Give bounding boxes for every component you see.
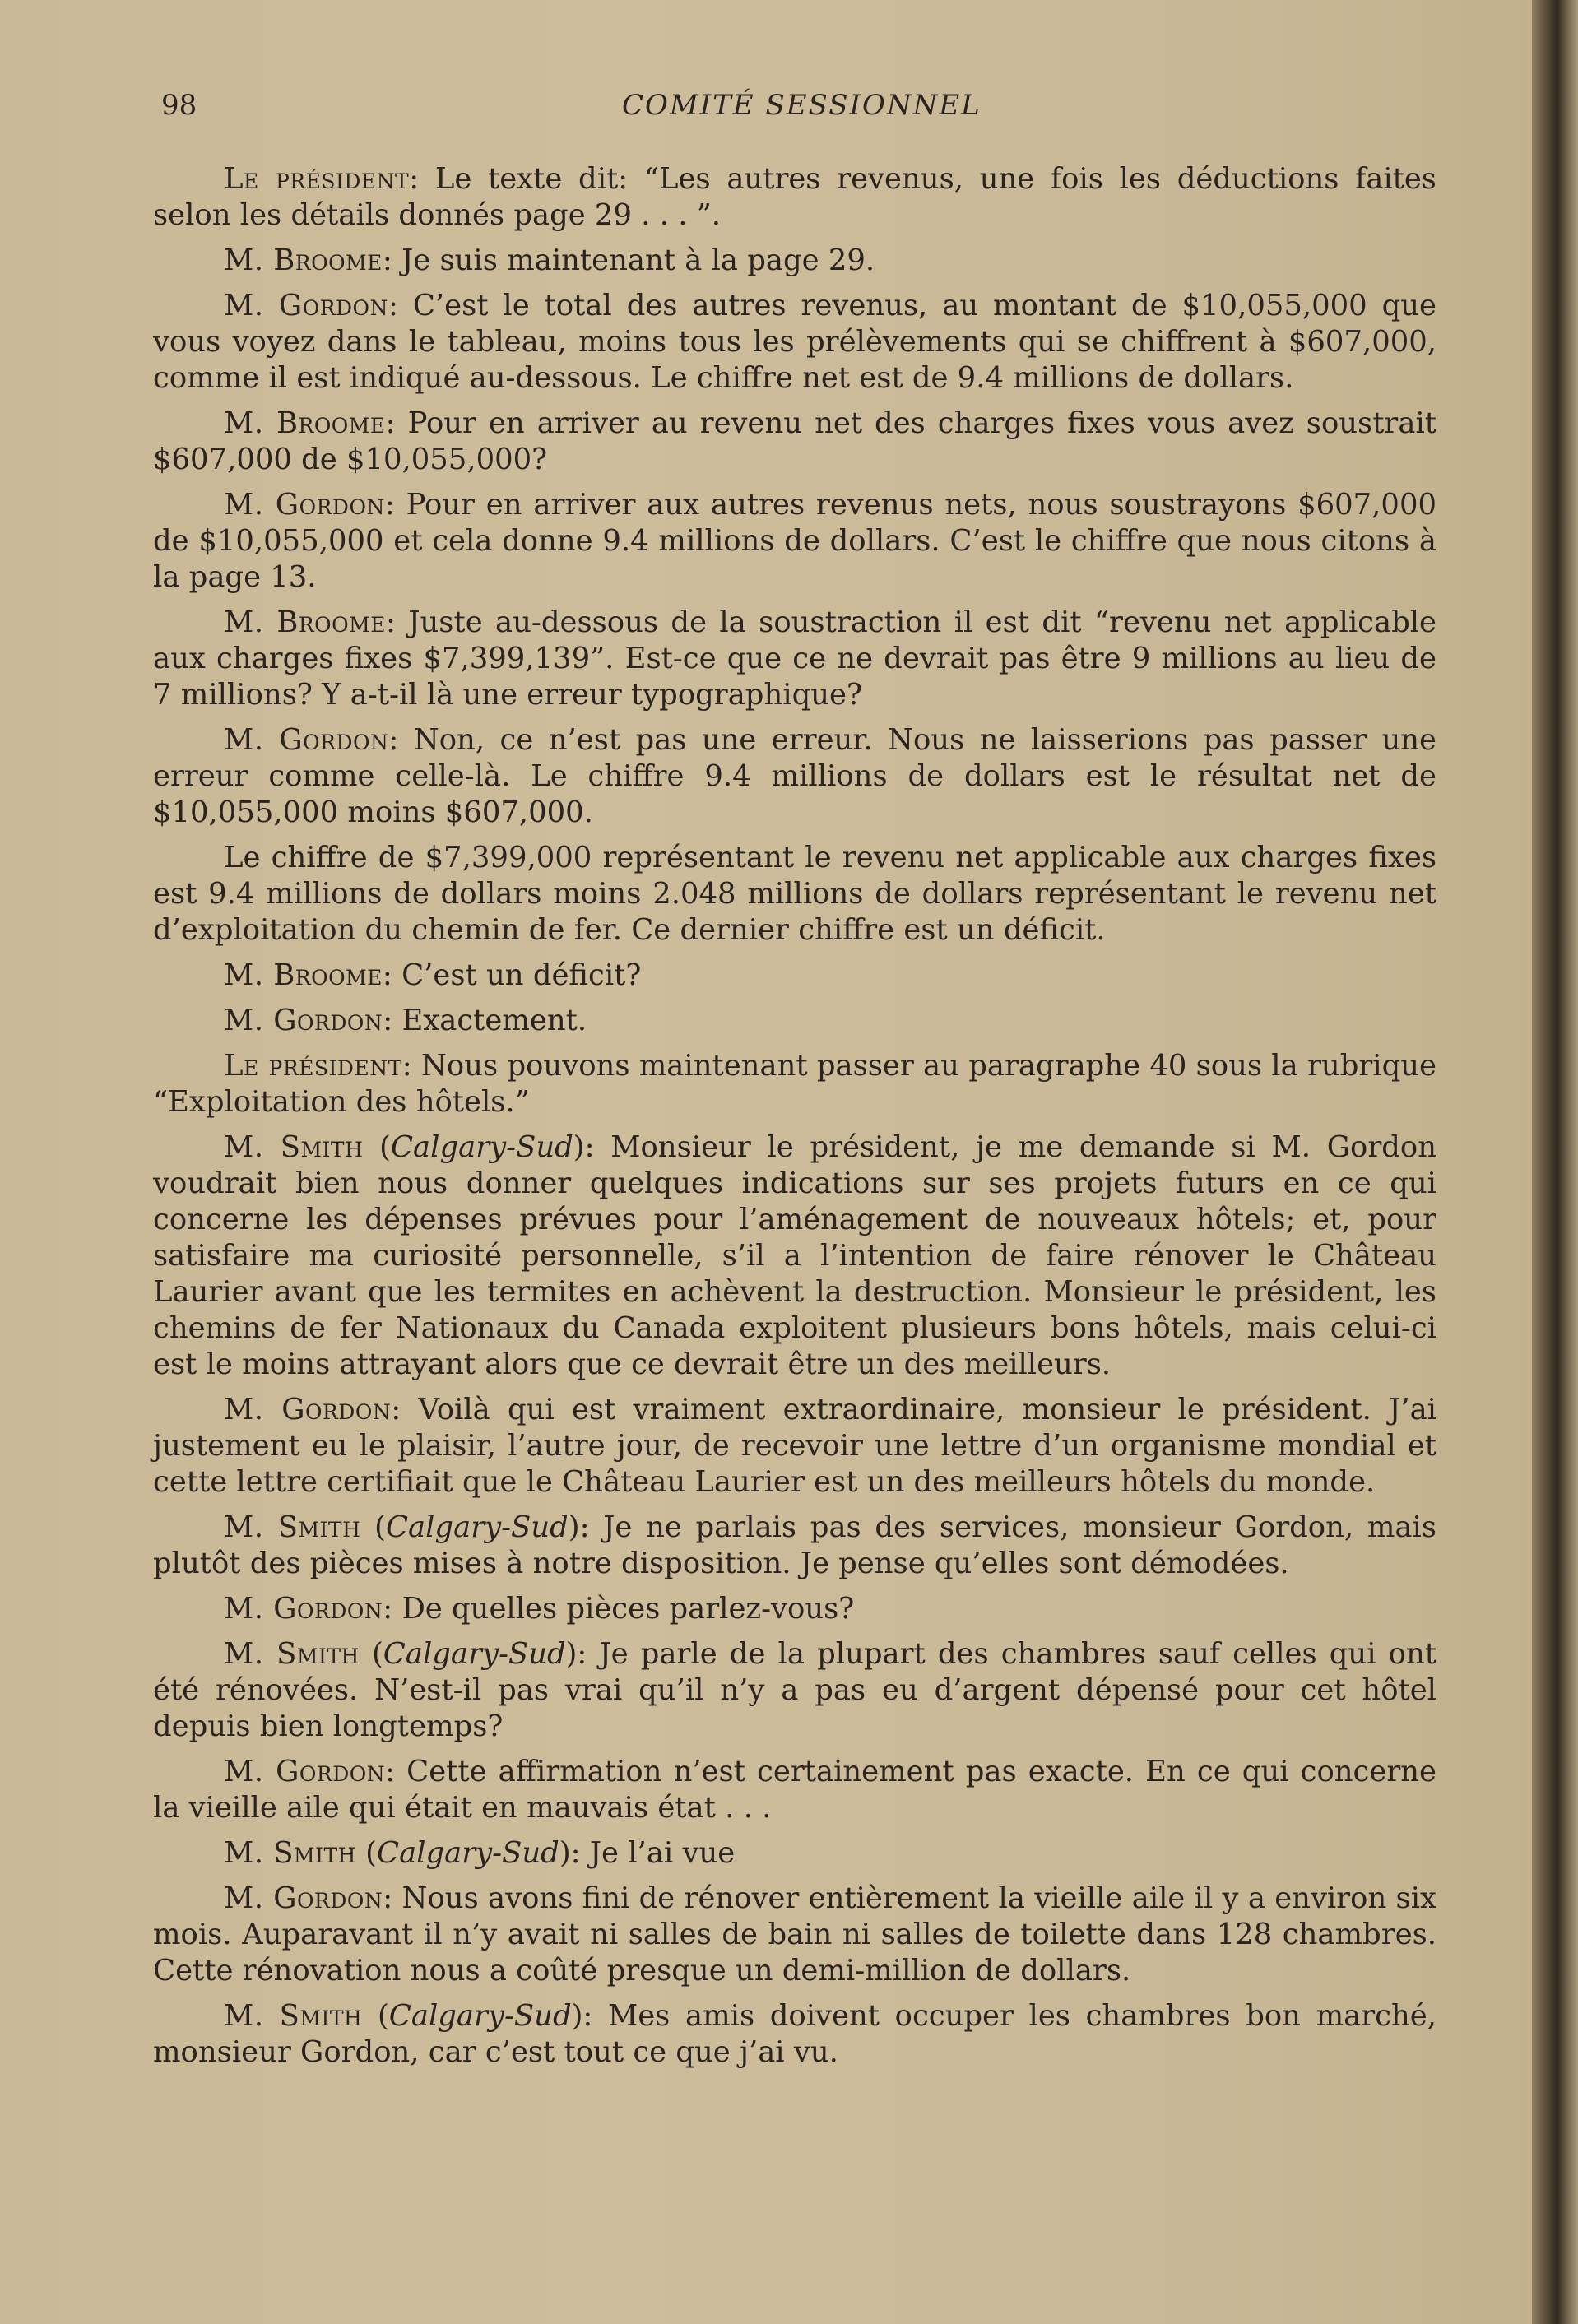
speaker-riding: Calgary-Sud — [385, 1510, 569, 1544]
speaker-name: M. Gordon — [224, 1393, 392, 1426]
paragraph-text: Non, ce n’est pas une erreur. Nous ne laisserions pas passer une erreur comme celle-là. Le chiffre 9.4 millions de dollars est le résultat net de $10,055,000 moins $607,000. — [153, 723, 1436, 829]
paragraph-text: Monsieur le président, je me demande si M. Gordon voudrait bien nous donner quelques indications sur ses projets futurs en ce qui concerne les dépenses prévues pour l’aménagement de nouveaux hôtels; et, pour satisfaire ma curiosité personnelle, s’il a l’intention de faire rénover le Château Laurier avant que les termites en achèvent la destruction. Monsieur le président, les chemins de fer Nationaux du Canada exploitent plusieurs bons hôtels, mais celui-ci est le moins attrayant alors que ce devrait être un des meilleurs. — [153, 1130, 1436, 1381]
transcript-paragraph: M. Gordon: Nous avons fini de rénover entièrement la vieille aile il y a environ six mois. Auparavant il n’y avait ni salles de bain ni salles de toilette dans 128 chambres. Cette rénovation nous a coûté presque un demi-million de dollars. — [153, 1881, 1436, 1988]
paragraph-text: Le chiffre de $7,399,000 représentant le revenu net applicable aux charges fixes est 9.4 millions de dollars moins 2.048 millions de dollars représentant le revenu net d’exploitation du chemin de fer. Ce dernier chiffre est un déficit. — [153, 841, 1436, 947]
paragraph-text: Juste au-dessous de la soustraction il est dit “revenu net applicable aux charges fixes $7,399,139”. Est-ce que ce ne devrait pas être 9 millions au lieu de 7 millions? Y a-t-il là une erreur typographique? — [153, 605, 1436, 712]
paragraph-text: C’est le total des autres revenus, au montant de $10,055,000 que vous voyez dans le tableau, moins tous les prélèvements qui se chiffrent à $607,000, comme il est indiqué au-dessous. Le chiffre net est de 9.4 millions de dollars. — [153, 289, 1436, 395]
paragraph-text: Je l’ai vue — [589, 1836, 736, 1870]
speaker-name: M. Gordon — [224, 723, 389, 757]
speaker-name: M. Gordon — [224, 1755, 386, 1788]
speaker-name: M. Smith — [224, 1510, 361, 1544]
paragraph-text: C’est un déficit? — [401, 958, 642, 992]
paragraph-text: Je suis maintenant à la page 29. — [401, 244, 875, 277]
book-spine-edge — [1532, 0, 1578, 2324]
paragraph-text: Nous avons fini de rénover entièrement la vieille aile il y a environ six mois. Auparavant il n’y avait ni salles de bain ni salles de toilette dans 128 chambres. Cette rénovation nous a coûté presque un demi-million de dollars. — [153, 1881, 1436, 1988]
speaker-name: M. Gordon — [224, 1004, 383, 1037]
transcript-paragraph: M. Broome: Je suis maintenant à la page 29. — [224, 244, 875, 277]
transcript-paragraph — [153, 840, 1436, 949]
speaker-name: M. Broome — [224, 244, 383, 277]
speaker-riding: Calgary-Sud — [390, 1130, 573, 1164]
transcript-paragraph: M. Smith (Calgary-Sud): Je parle de la plupart des chambres sauf celles qui ont été rénovées. N’est-il pas vrai qu’il n’y a pas eu d’argent dépensé pour cet hôtel depuis bien longtemps? — [153, 1637, 1436, 1743]
transcript-paragraph: M. Smith (Calgary-Sud): Monsieur le président, je me demande si M. Gordon voudrait bien nous donner quelques indications sur ses projets futurs en ce qui concerne les dépenses prévues pour l’aménagement de nouveaux hôtels; et, pour satisfaire ma curiosité personnelle, s’il a l’intention de faire rénover le Château Laurier avant que les termites en achèvent la destruction. Monsieur le président, les chemins de fer Nationaux du Canada exploitent plusieurs bons hôtels, mais celui-ci est le moins attrayant alors que ce devrait être un des meilleurs. — [153, 1130, 1436, 1381]
transcript-paragraph: Le président: Nous pouvons maintenant passer au paragraphe 40 sous la rubrique “Exploitation des hôtels.” — [153, 1049, 1436, 1119]
speaker-name: M. Smith — [224, 1999, 363, 2033]
paragraph-text: Voilà qui est vraiment extraordinaire, monsieur le président. J’ai justement eu le plaisir, l’autre jour, de recevoir une lettre d’un organisme mondial et cette lettre certifiait que le Château Laurier est un des meilleurs hôtels du monde. — [153, 1393, 1436, 1499]
transcript-paragraph: M. Gordon: Cette affirmation n’est certainement pas exacte. En ce qui concerne la vieille aile qui était en mauvais état . . . — [153, 1755, 1436, 1825]
speaker-name: M. Gordon — [224, 488, 385, 522]
transcript-paragraph: M. Smith (Calgary-Sud): Mes amis doivent occuper les chambres bon marché, monsieur Gordon, car c’est tout ce que j’ai vu. — [153, 1999, 1436, 2069]
paragraph-text: Exactement. — [401, 1004, 587, 1037]
running-header — [161, 89, 1436, 130]
transcript-paragraph: M. Smith (Calgary-Sud): Je l’ai vue — [224, 1836, 736, 1870]
speaker-name: M. Broome — [224, 605, 387, 639]
speaker-riding: Calgary-Sud — [388, 1999, 572, 2033]
transcript-body — [153, 161, 1436, 2080]
transcript-paragraph: M. Gordon: Pour en arriver aux autres revenus nets, nous soustrayons $607,000 de $10,055,000 et cela donne 9.4 millions de dollars. C’est le chiffre que nous citons à la page 13. — [153, 488, 1436, 594]
paragraph-text: Cette affirmation n’est certainement pas exacte. En ce qui concerne la vieille aile qui était en mauvais état . . . — [153, 1755, 1436, 1825]
paragraph-text: Nous pouvons maintenant passer au paragraphe 40 sous la rubrique “Exploitation des hôtels.” — [153, 1049, 1436, 1119]
transcript-paragraph: M. Gordon: Exactement. — [224, 1004, 587, 1037]
paragraph-text: Mes amis doivent occuper les chambres bon marché, monsieur Gordon, car c’est tout ce que j’ai vu. — [153, 1999, 1436, 2069]
running-title: COMITÉ SESSIONNEL — [622, 89, 982, 122]
transcript-paragraph: M. Smith (Calgary-Sud): Je ne parlais pas des services, monsieur Gordon, mais plutôt des pièces mises à notre disposition. Je pense qu’elles sont démodées. — [153, 1510, 1436, 1580]
paragraph-text: Pour en arriver au revenu net des charges fixes vous avez soustrait $607,000 de $10,055,000? — [153, 406, 1436, 476]
transcript-paragraph: M. Broome: Juste au-dessous de la soustraction il est dit “revenu net applicable aux charges fixes $7,399,139”. Est-ce que ce ne devrait pas être 9 millions au lieu de 7 millions? Y a-t-il là une erreur typographique? — [153, 605, 1436, 712]
speaker-riding: Calgary-Sud — [377, 1836, 559, 1870]
transcript-paragraph: Le président: Le texte dit: “Les autres revenus, une fois les déductions faites selon les détails donnés page 29 . . . ”. — [153, 162, 1436, 232]
speaker-name: M. Gordon — [224, 1881, 383, 1915]
speaker-name: Le président — [224, 162, 410, 196]
speaker-name: M. Smith — [224, 1836, 356, 1870]
paragraph-text: Le texte dit: “Les autres revenus, une fois les déductions faites selon les détails donnés page 29 . . . ”. — [153, 162, 1436, 232]
speaker-name: Le président — [224, 1049, 402, 1083]
speaker-name: M. Smith — [224, 1130, 364, 1164]
speaker-name: M. Broome — [224, 958, 383, 992]
transcript-paragraph: M. Gordon: Voilà qui est vraiment extraordinaire, monsieur le président. J’ai justement eu le plaisir, l’autre jour, de recevoir une lettre d’un organisme mondial et cette lettre certifiait que le Château Laurier est un des meilleurs hôtels du monde. — [153, 1393, 1436, 1499]
transcript-paragraph: M. Broome: C’est un déficit? — [224, 958, 642, 992]
speaker-name: M. Smith — [224, 1637, 360, 1671]
speaker-name: M. Gordon — [224, 289, 388, 322]
paragraph-text: Je ne parlais pas des services, monsieur Gordon, mais plutôt des pièces mises à notre disposition. Je pense qu’elles sont démodées. — [153, 1510, 1436, 1580]
transcript-paragraph: M. Gordon: De quelles pièces parlez-vous? — [224, 1592, 855, 1626]
transcript-paragraph: M. Broome: Pour en arriver au revenu net des charges fixes vous avez soustrait $607,000 de $10,055,000? — [153, 406, 1436, 476]
speaker-name: M. Gordon — [224, 1592, 383, 1626]
transcript-paragraph: M. Gordon: C’est le total des autres revenus, au montant de $10,055,000 que vous voyez dans le tableau, moins tous les prélèvements qui se chiffrent à $607,000, comme il est indiqué au-dessous. Le chiffre net est de 9.4 millions de dollars. — [153, 289, 1436, 395]
transcript-paragraph: M. Gordon: Non, ce n’est pas une erreur. Nous ne laisserions pas passer une erreur comme celle-là. Le chiffre 9.4 millions de dollars est le résultat net de $10,055,000 moins $607,000. — [153, 723, 1436, 829]
paragraph-text: Pour en arriver aux autres revenus nets, nous soustrayons $607,000 de $10,055,000 et cela donne 9.4 millions de dollars. C’est le chiffre que nous citons à la page 13. — [153, 488, 1436, 594]
page-number: 98 — [161, 89, 197, 122]
speaker-name: M. Broome — [224, 406, 386, 440]
speaker-riding: Calgary-Sud — [383, 1637, 566, 1671]
paragraph-text: De quelles pièces parlez-vous? — [401, 1592, 855, 1626]
paragraph-text: Je parle de la plupart des chambres sauf celles qui ont été rénovées. N’est-il pas vrai qu’il n’y a pas eu d’argent dépensé pour cet hôtel depuis bien longtemps? — [153, 1637, 1436, 1743]
